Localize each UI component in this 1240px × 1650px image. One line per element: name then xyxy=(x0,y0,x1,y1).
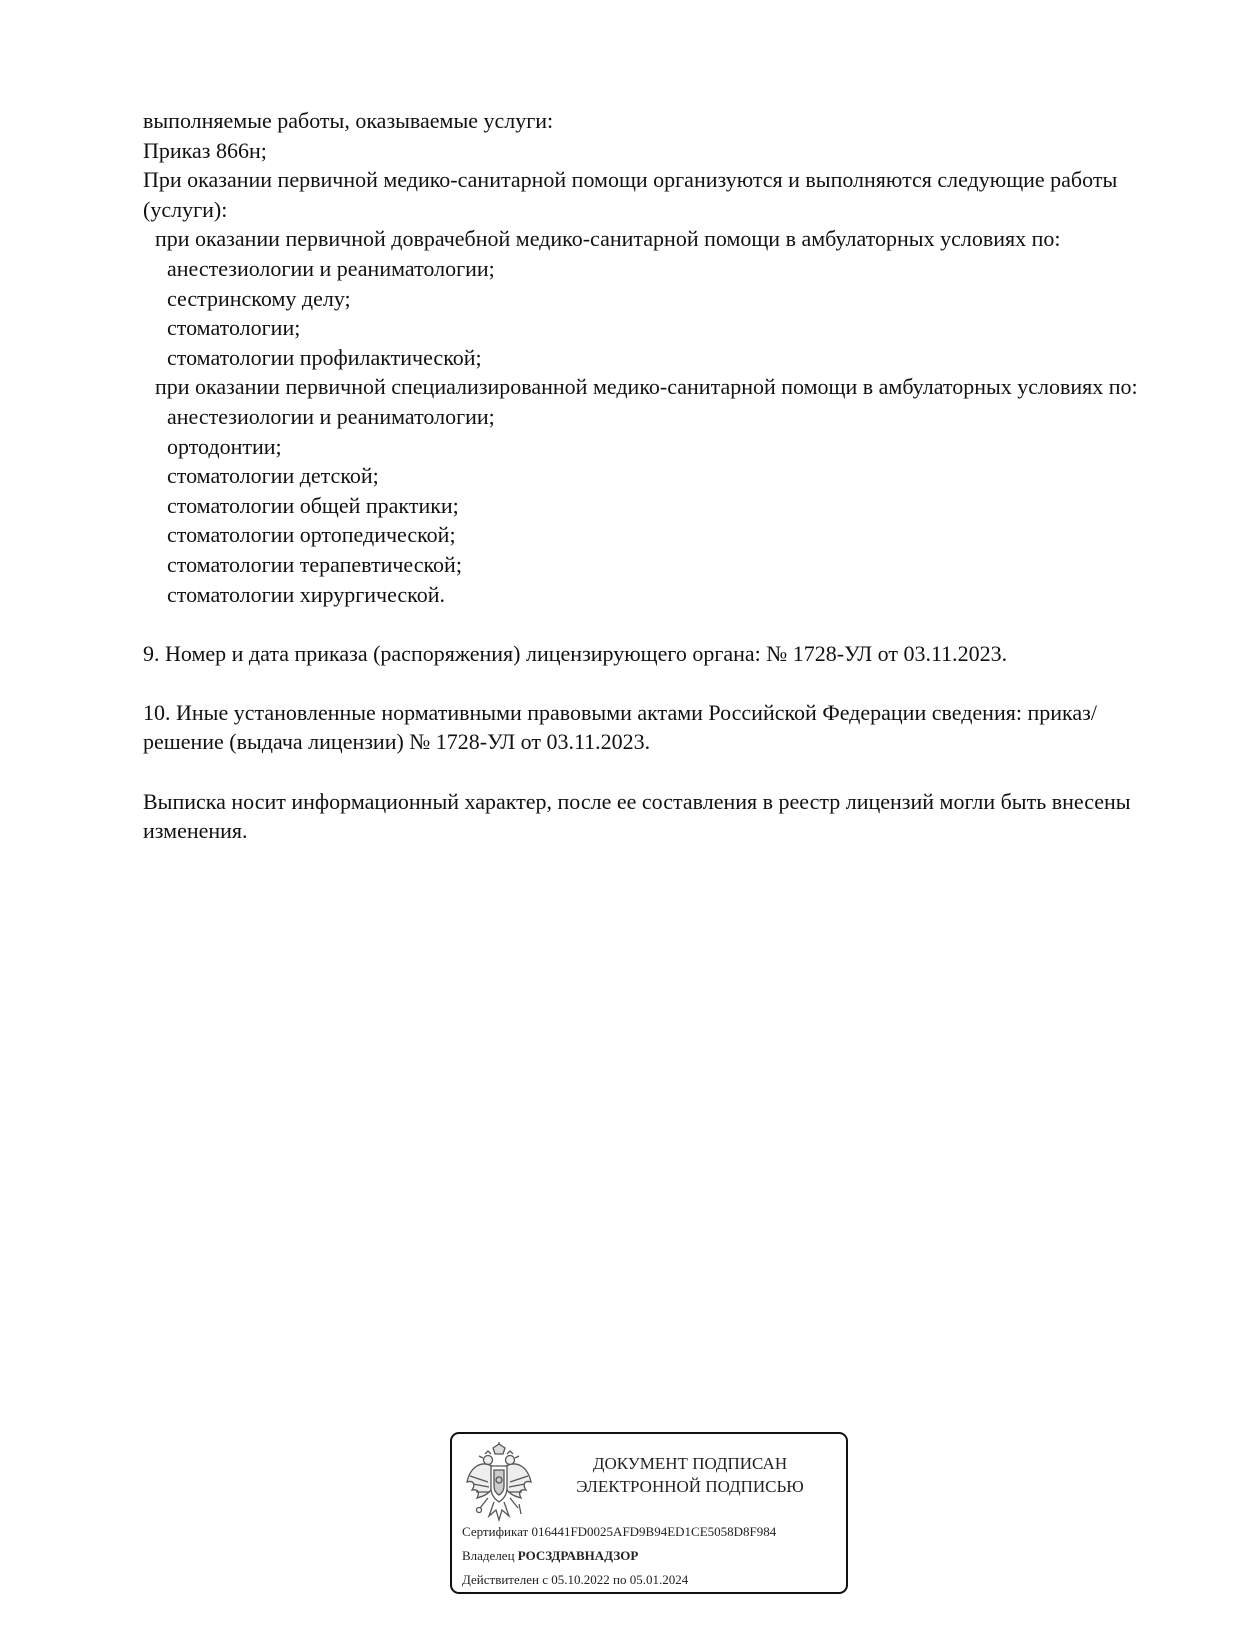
order-reference: Приказ 866н; xyxy=(143,137,267,163)
section-prehospital-heading: при оказании первичной доврачебной медико-санитарной помощи в амбулаторных условиях по: xyxy=(155,226,1061,252)
list-item: стоматологии общей практики; xyxy=(167,492,459,518)
owner-value: РОСЗДРАВНАДЗОР xyxy=(517,1548,639,1563)
item-9: 9. Номер и дата приказа (распоряжения) лицензирующего органа: № 1728-УЛ от 03.11.2023. xyxy=(143,640,1008,666)
list-item: анестезиологии и реаниматологии; xyxy=(167,255,495,281)
list-item: стоматологии ортопедической; xyxy=(167,522,456,548)
list-item: стоматологии хирургической. xyxy=(167,581,445,607)
owner-row xyxy=(462,1544,842,1568)
certificate-label: Сертификат xyxy=(462,1524,529,1539)
spacer xyxy=(143,757,1153,787)
russian-coat-of-arms-icon xyxy=(464,1442,534,1526)
valid-value: с 05.10.2022 по 05.01.2024 xyxy=(542,1572,689,1587)
valid-label: Действителен xyxy=(462,1572,539,1587)
document-body xyxy=(143,106,1153,846)
works-heading: выполняемые работы, оказываемые услуги: xyxy=(143,108,554,133)
owner-label: Владелец xyxy=(462,1548,515,1563)
list-item: стоматологии детской; xyxy=(167,463,379,489)
electronic-signature-stamp xyxy=(450,1432,848,1594)
stamp-title xyxy=(540,1452,840,1498)
stamp-title-line-2: ЭЛЕКТРОННОЙ ПОДПИСЬЮ xyxy=(576,1477,804,1496)
list-item: сестринскому делу; xyxy=(167,285,351,311)
list-item: стоматологии терапевтической; xyxy=(167,551,462,577)
list-item: стоматологии профилактической; xyxy=(167,344,482,370)
item-10: 10. Иные установленные нормативными правовыми актами Российской Федерации сведения: приказ/решение (выдача лицензии) № 1728-УЛ от 03.11.2023. xyxy=(143,699,1097,755)
list-item: стоматологии; xyxy=(167,315,301,341)
list-item: анестезиологии и реаниматологии; xyxy=(167,403,495,429)
disclaimer: Выписка носит информационный характер, после ее составления в реестр лицензий могли быть внесены изменения. xyxy=(143,788,1131,844)
intro-text: При оказании первичной медико-санитарной помощи организуются и выполняются следующие работы (услуги): xyxy=(143,167,1118,222)
stamp-details xyxy=(462,1520,842,1592)
certificate-row xyxy=(462,1520,842,1544)
validity-row xyxy=(462,1568,842,1592)
stamp-title-line-1: ДОКУМЕНТ ПОДПИСАН xyxy=(592,1454,788,1473)
spacer xyxy=(143,668,1153,698)
certificate-value: 016441FD0025AFD9B94ED1CE5058D8F984 xyxy=(531,1524,777,1539)
spacer xyxy=(143,609,1153,639)
section-specialized-list xyxy=(143,402,1153,609)
section-specialized-heading: при оказании первичной специализированной медико-санитарной помощи в амбулаторных условиях по: xyxy=(155,374,1138,400)
list-item: ортодонтии; xyxy=(167,433,282,459)
section-prehospital-list xyxy=(143,254,1153,372)
